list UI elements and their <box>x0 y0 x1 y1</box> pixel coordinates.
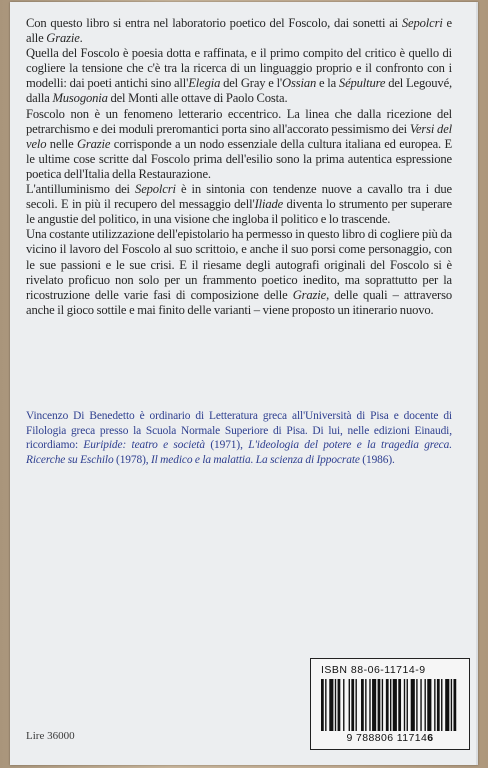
blurb-text <box>26 16 452 318</box>
barcode-icon <box>319 679 461 731</box>
isbn-label: ISBN 88-06-11714-9 <box>321 664 426 676</box>
blurb-paragraph-1: Con questo libro si entra nel laboratorio poetico del Foscolo, dai sonetti ai Sepolcri e alle Grazie. <box>26 16 452 46</box>
blurb-paragraph-3: Foscolo non è un fenomeno letterario eccentrico. La linea che dalla ricezione del petrarchismo e dei moduli preromantici porta sino all'accorato pessimismo dei Versi del velo nelle Grazie corrisponde a un nodo essenziale della cultura italiana ed europea. E le ultime cose scritte dal Foscolo prima dell'esilio sono la prima autentica espressione poetica dell'Italia della Restaurazione. <box>26 106 452 181</box>
barcode-check-digit: 6 <box>427 732 434 744</box>
author-bio: Vincenzo Di Benedetto è ordinario di Letteratura greca all'Università di Pisa e docente di Filologia greca presso la Scuola Normale Superiore di Pisa. Di lui, nelle edizioni Einaudi, ricordiamo: Euripide: teatro e società (1971), L'ideologia del potere e la tragedia greca. Ricerche su Eschilo (1978), Il medico e la malattia. La scienza di Ippocrate (1986). <box>26 410 452 466</box>
isbn-barcode-box <box>310 658 470 750</box>
barcode-digits-main: 9 788806 11714 <box>346 732 428 744</box>
blurb-paragraph-2: Quella del Foscolo è poesia dotta e raffinata, e il primo compito del critico è quello di cogliere la tensione che c'è tra la ricerca di un linguaggio proprio e il confronto con i modelli: dai poeti antichi sino all'Elegia del Gray e l'Ossian e la Sépulture del Legouvé, dalla Musogonia del Monti alle ottave di Paolo Costa. <box>26 46 453 106</box>
blurb-paragraph-5: Una costante utilizzazione dell'epistolario ha permesso in questo libro di cogliere più da vicino il lavoro del Foscolo al suo scrittoio, e anche il suo porsi come personaggio, con le sue passioni e le sue crisi. E il riesame degli autografi originali del Foscolo si è rivelato proficuo non solo per un frammento poetico inedito, ma soprattutto per la ricostruzione delle varie fasi di composizione delle Grazie, delle quali – attraverso anche il gioco sottile e mai finito delle varianti – viene proposto un itinerario nuovo. <box>26 227 453 317</box>
price-label: Lire 36000 <box>26 730 75 742</box>
barcode-digits <box>311 732 469 744</box>
blurb-paragraph-4: L'antilluminismo dei Sepolcri è in sintonia con tendenze nuove a cavallo tra i due secoli. E in più il recupero del messaggio dell'Iliade diventa lo strumento per superare le angustie del politico, in una visione che ingloba il politico e lo trascende. <box>26 182 452 227</box>
book-back-cover <box>10 2 478 765</box>
